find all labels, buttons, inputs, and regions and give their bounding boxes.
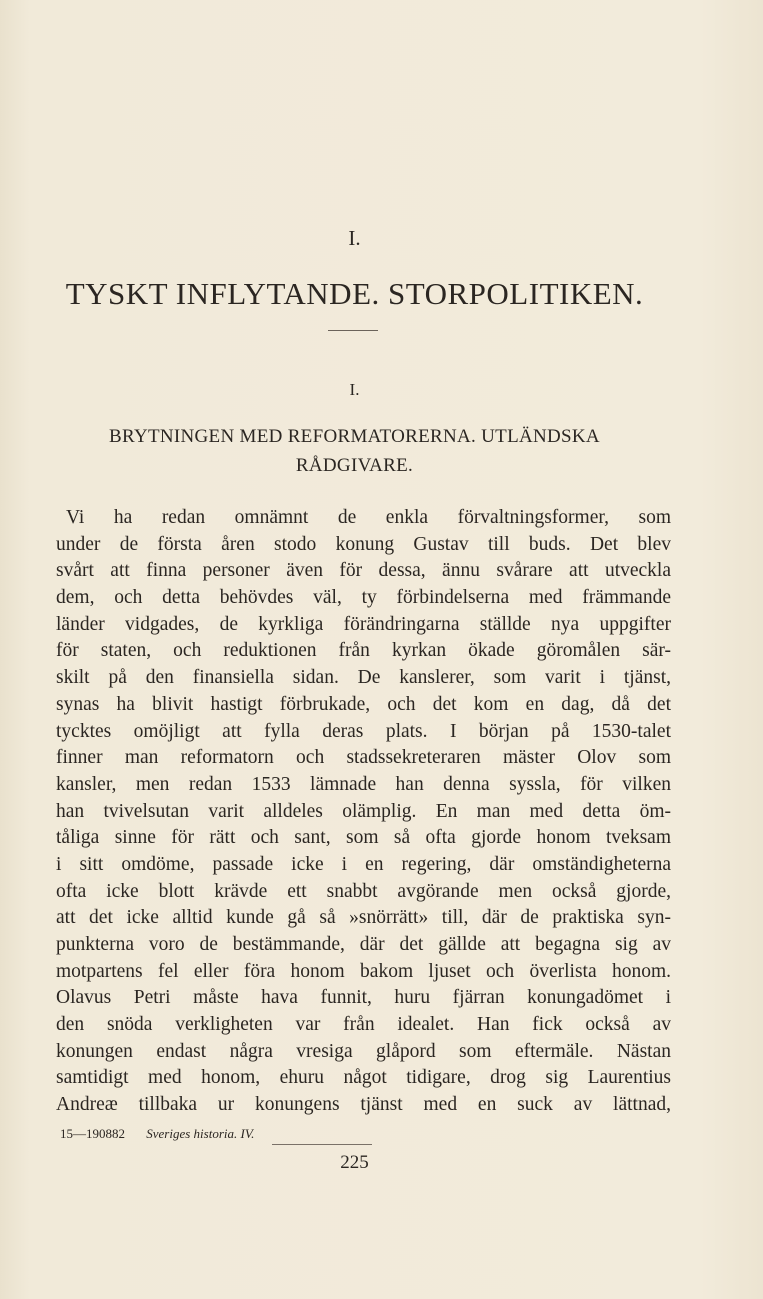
body-text (56, 505, 671, 1119)
body-line: synas ha blivit hastigt förbrukade, och det kom en dag, då det (56, 693, 671, 715)
body-line: Olavus Petri måste hava funnit, huru fjärran konungadömet i (56, 987, 671, 1009)
body-line: han tvivelsutan varit alldeles olämplig. En man med detta öm- (56, 800, 671, 822)
body-line: under de första åren stodo konung Gustav till buds. Det blev (56, 533, 671, 555)
body-line: kansler, men redan 1533 lämnade han denna syssla, för vilken (56, 773, 671, 795)
body-line: att det icke alltid kunde gå så »snörrätt» till, där de praktiska syn- (56, 907, 671, 929)
body-line: dem, och detta behövdes väl, ty förbindelserna med främmande (56, 587, 671, 609)
section-number: I. (349, 380, 360, 399)
body-line: samtidigt med honom, ehuru något tidigare, drog sig Laurentius (56, 1067, 671, 1089)
body-line: för staten, och reduktionen från kyrkan ökade göromålen sär- (56, 640, 671, 662)
body-line: Vi ha redan omnämnt de enkla förvaltningsformer, som (66, 507, 671, 528)
body-line: den snöda verkligheten var från idealet. Han fick också av (56, 1014, 671, 1036)
chapter-number: I. (348, 226, 361, 250)
body-line: tycktes omöjligt att fylla deras plats. I början på 1530-talet (56, 720, 671, 742)
printer-signature (60, 1126, 254, 1142)
signature-rule (272, 1144, 372, 1145)
section-title-line-2: RÅDGIVARE. (295, 455, 414, 476)
body-line: konungen endast några vresiga glåpord som eftermäle. Nästan (56, 1040, 671, 1062)
signature-title: Sveriges historia. IV. (146, 1126, 255, 1141)
chapter-title: TYSKT INFLYTANDE. STORPOLITIKEN. (65, 276, 644, 311)
body-line: punkterna voro de bestämmande, där det gällde att begagna sig av (56, 934, 671, 955)
body-line: ofta icke blott krävde ett snabbt avgörande men också gjorde, (56, 880, 671, 902)
body-line: skilt på den finansiella sidan. De kanslerer, som varit i tjänst, (56, 667, 671, 689)
body-line: svårt att finna personer även för dessa, ännu svårare att utveckla (56, 560, 671, 582)
body-line: tåliga sinne för rätt och sant, som så ofta gjorde honom tveksam (56, 827, 671, 849)
body-line: motpartens fel eller föra honom bakom ljuset och överlista honom. (56, 960, 671, 982)
page-number: 225 (340, 1152, 369, 1173)
body-line: i sitt omdöme, passade icke i en regering, där omständigheterna (56, 853, 671, 875)
chapter-divider (328, 330, 378, 331)
section-title-line-1: BRYTNINGEN MED REFORMATORERNA. UTLÄNDSKA (109, 426, 600, 447)
body-line: finner man reformatorn och stadssekreteraren mäster Olov som (56, 747, 671, 769)
body-line: Andreæ tillbaka ur konungens tjänst med en suck av lättnad, (56, 1094, 671, 1116)
signature-number: 15—190882 (60, 1126, 125, 1141)
body-line: länder vidgades, de kyrkliga förändringarna ställde nya uppgifter (56, 613, 671, 635)
